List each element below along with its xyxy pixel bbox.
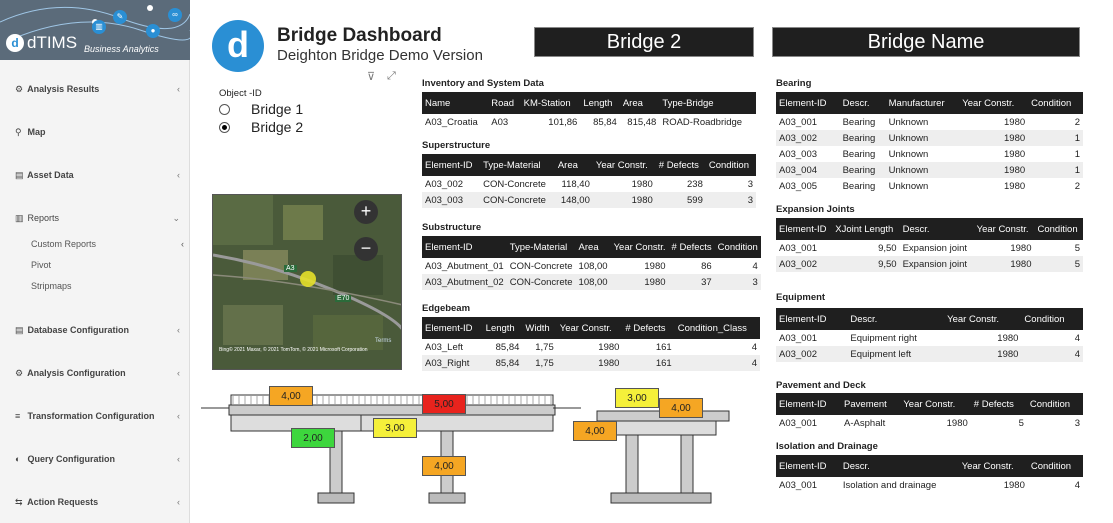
column-header[interactable]: Area [576,236,611,258]
table-row[interactable] [776,146,1083,162]
condition-label: 4,00 [573,421,617,441]
condition-label: 4,00 [422,456,466,476]
table-cell: 4 [752,260,758,272]
table-cell: 1,75 [535,341,554,353]
query-icon: ◐ [15,454,21,464]
table-cell: 599 [656,192,706,208]
column-header[interactable]: Element-ID [422,154,480,176]
table-cell: A03_002 [776,130,840,146]
table-cell: CON-Concrete [507,274,576,290]
column-header[interactable]: Road [488,92,520,114]
isolation-title: Isolation and Drainage [776,441,878,452]
table-cell: 5 [1018,417,1024,429]
chevron-left-icon: ‹ [181,239,184,249]
nav-analysis-results[interactable] [15,84,180,95]
table-cell: Equipment right [850,332,917,344]
nav-query-configuration[interactable] [15,454,180,464]
table-cell: 148,00 [555,192,593,208]
page-title: Bridge Dashboard [277,25,442,46]
column-header[interactable]: Year Constr. [611,236,669,258]
substructure-table [422,236,761,290]
table-row[interactable] [776,130,1083,146]
nav-label: Query Configuration [27,454,116,464]
object-id-label: Object -ID [219,88,262,99]
sidebar [0,0,190,523]
nav-action-requests[interactable] [15,497,180,508]
logo-subtitle: Business Analytics [84,44,159,54]
isolation-table [776,455,1083,493]
table-cell: 1980 [959,162,1028,178]
condition-label: 5,00 [422,394,466,414]
table-cell: 1980 [1004,116,1026,128]
column-header[interactable]: Condition [706,154,756,176]
condition-label: 4,00 [659,398,703,418]
table-cell: 1980 [997,332,1019,344]
condition-label: 3,00 [373,418,417,438]
chevron-left-icon: ‹ [177,368,180,378]
nav-label: Custom Reports [31,239,97,249]
column-header[interactable]: Condition [1021,308,1083,330]
column-header[interactable]: Manufacturer [886,92,960,114]
chevron-left-icon: ‹ [177,325,180,335]
table-row[interactable] [776,346,1083,362]
table-cell: 4 [1074,479,1080,491]
table-cell: Bearing [842,180,876,192]
column-header[interactable]: Year Constr. [959,92,1028,114]
condition-label: 2,00 [291,428,335,448]
table-cell: 37 [669,274,715,290]
superstructure-table [422,154,756,208]
column-header[interactable]: Year Constr. [959,455,1028,477]
table-cell: Bearing [842,148,876,160]
column-header[interactable]: Element-ID [422,317,483,339]
table-cell: 1980 [598,341,620,353]
table-cell: A03 [491,116,509,128]
table-cell: A03_002 [776,256,832,272]
radio-label-bridge-1: Bridge 1 [251,101,304,117]
radio-bridge-1[interactable] [219,104,230,115]
table-cell: 1980 [631,178,653,190]
nav-pivot[interactable]: Pivot [31,260,52,270]
column-header[interactable]: Length [483,317,523,339]
column-header[interactable]: Area [620,92,660,114]
table-cell: 85,84 [593,116,617,128]
column-header[interactable]: Year Constr. [900,393,970,415]
table-cell: 2 [1074,180,1080,192]
nav-transformation-configuration[interactable] [15,411,180,421]
table-cell: 9,50 [878,242,897,254]
column-header[interactable]: Year Constr. [557,317,623,339]
superstructure-title: Superstructure [422,140,491,151]
table-cell: 85,84 [483,355,523,371]
bridge-banner: Bridge 2 [534,27,754,57]
table-cell: CON-Concrete [509,260,573,272]
table-cell: 2 [1074,116,1080,128]
table-cell: 161 [622,355,674,371]
table-cell: Unknown [888,180,929,192]
column-header[interactable]: Name [422,92,488,114]
table-cell: 1980 [1003,479,1025,491]
table-cell: A03_001 [779,417,818,429]
marker-icon: ● [146,24,160,38]
table-row[interactable] [776,330,1083,346]
table-row[interactable] [776,162,1083,178]
column-header[interactable]: Element-ID [776,308,847,330]
table-cell: 5 [1074,242,1080,254]
radio-label-bridge-2: Bridge 2 [251,119,304,135]
table-cell: A03_002 [776,346,847,362]
table-row[interactable] [422,355,760,371]
radio-bridge-2[interactable] [219,122,230,133]
chart-icon: ▥ [92,20,106,34]
table-cell: 3 [715,274,761,290]
table-cell: 86 [701,260,712,272]
table-cell: Isolation and drainage [842,479,937,491]
table-row[interactable] [422,192,756,208]
column-header[interactable]: Element-ID [776,218,832,240]
tools-icon: ✎ [113,10,127,24]
nav-label: Map [27,127,46,137]
table-cell: Unknown [888,148,929,160]
table-cell: 118,40 [561,178,590,190]
logo-text: dTIMS [27,33,78,52]
table-cell: A03_001 [779,116,818,128]
table-cell: A03_Left [425,341,464,353]
chevron-left-icon: ‹ [177,170,180,180]
analysis-icon: ⚙ [15,84,24,94]
table-row[interactable] [776,240,1083,256]
table-row[interactable] [776,114,1083,130]
table-cell: Bearing [842,116,876,128]
table-cell: Unknown [888,116,929,128]
map-pin-icon: ⚲ [15,127,22,137]
column-header[interactable]: Element-ID [776,393,841,415]
table-cell: 1 [1028,130,1083,146]
table-cell: 1,75 [522,355,556,371]
column-header[interactable]: Element-ID [776,92,840,114]
table-cell: Expansion joint [902,242,968,254]
column-header[interactable]: Year Constr. [944,308,1021,330]
table-cell: A03_002 [425,178,464,190]
column-header[interactable]: Area [555,154,593,176]
table-cell: A-Asphalt [844,417,886,429]
table-row[interactable] [422,176,756,192]
table-cell: 1980 [593,192,656,208]
table-cell: 161 [655,341,672,353]
table-cell: 1980 [557,355,623,371]
expansion-table [776,218,1083,272]
map-terms-link[interactable]: Terms [375,338,392,344]
chevron-left-icon: ‹ [177,411,180,421]
table-cell: Unknown [886,130,960,146]
table-cell: CON-Concrete [480,192,555,208]
table-cell: A03_003 [779,148,818,160]
table-cell: Bearing [840,130,886,146]
column-header[interactable]: XJoint Length [832,218,899,240]
column-header[interactable]: # Defects [622,317,674,339]
table-row[interactable] [776,256,1083,272]
nav-reports[interactable] [15,213,180,224]
map-credit: Bing© 2021 Maxar, © 2021 TomTom, © 2021 Microsoft Corporation [219,347,368,353]
table-icon: ▤ [15,170,24,180]
nav-label: Reports [27,213,60,223]
bearing-title: Bearing [776,78,812,89]
table-cell: 238 [687,178,703,190]
table-cell: 1980 [1004,148,1026,160]
table-cell: A03_004 [776,162,840,178]
table-cell: 3 [1074,417,1080,429]
nav-map[interactable] [15,127,180,138]
table-cell: Unknown [886,162,960,178]
nav-stripmaps[interactable]: Stripmaps [31,281,72,291]
table-cell: A03_Right [422,355,483,371]
column-header[interactable]: Element-ID [776,455,840,477]
table-cell: A03_001 [779,479,818,491]
gears-icon: ⚙ [15,368,24,378]
column-header[interactable]: Pavement [841,393,900,415]
column-header[interactable]: Type-Material [507,236,576,258]
nav-analysis-configuration[interactable] [15,368,180,379]
road-label-a3: A3 [286,265,295,272]
table-cell: 1980 [611,274,669,290]
chevron-down-icon: ⌄ [172,213,180,223]
table-cell: 1980 [959,130,1028,146]
nav-database-configuration[interactable] [15,325,180,336]
logo-mark-icon: d [6,34,24,52]
nav-label: Action Requests [27,497,99,507]
table-cell: A03_003 [422,192,480,208]
bar-chart-icon: ▥ [15,213,24,223]
column-header[interactable]: Condition [1028,92,1083,114]
zoom-in-button[interactable]: + [354,200,378,224]
dashboard [191,8,1113,523]
table-cell: 4 [751,341,757,353]
condition-label: 3,00 [615,388,659,408]
map-view[interactable] [212,194,402,370]
table-cell: A03_005 [779,180,818,192]
page-subtitle: Deighton Bridge Demo Version [277,47,483,64]
column-header[interactable]: Width [522,317,556,339]
expansion-title: Expansion Joints [776,204,855,215]
nav-custom-reports[interactable] [31,239,184,249]
chevron-left-icon: ‹ [177,84,180,94]
edgebeam-table [422,317,760,371]
pavement-title: Pavement and Deck [776,380,866,391]
column-header[interactable]: Type-Bridge [659,92,756,114]
equipment-title: Equipment [776,292,826,303]
column-header[interactable]: Type-Material [480,154,555,176]
bearing-table [776,92,1083,194]
substructure-title: Substructure [422,222,482,233]
table-cell: 1980 [1004,180,1026,192]
database-icon: ▤ [15,325,24,335]
table-row[interactable] [422,258,761,274]
table-row[interactable] [422,114,756,130]
column-header[interactable]: Condition [1027,393,1083,415]
table-cell: Expansion joint [900,256,974,272]
condition-label: 4,00 [269,386,313,406]
column-header[interactable]: Condition [1034,218,1083,240]
link-icon: ∞ [168,8,182,22]
table-cell: ROAD-Roadbridge [662,116,743,128]
table-cell: 85,84 [495,341,520,353]
table-cell: CON-Concrete [483,178,546,190]
column-header[interactable]: Condition [1028,455,1083,477]
column-header[interactable]: Year Constr. [593,154,656,176]
table-cell: A03_001 [779,242,818,254]
table-cell: Equipment left [847,346,944,362]
table-cell: A03_Abutment_01 [425,260,504,272]
table-cell: 4 [1021,346,1083,362]
column-header[interactable]: Year Constr. [974,218,1035,240]
chevron-left-icon: ‹ [177,497,180,507]
table-cell: A03_001 [779,332,818,344]
filter-icon[interactable]: ⊽ [367,71,376,83]
column-header[interactable]: KM-Station [521,92,581,114]
chevron-left-icon: ‹ [177,454,180,464]
arrows-icon: ⇆ [15,497,23,507]
table-cell: 9,50 [832,256,899,272]
column-header[interactable]: # Defects [656,154,706,176]
column-header[interactable]: Descr. [847,308,944,330]
table-cell: Bearing [840,162,886,178]
table-cell: 815,48 [627,116,657,128]
inventory-title: Inventory and System Data [422,78,544,89]
nav-label: Analysis Configuration [27,368,126,378]
table-cell: 1980 [946,417,968,429]
list-icon: ≡ [15,411,21,421]
zoom-out-button[interactable]: − [354,237,378,261]
table-cell: A03_Abutment_02 [422,274,507,290]
table-cell: 4 [1074,332,1080,344]
column-header[interactable]: Descr. [840,455,959,477]
table-cell: 1980 [644,260,666,272]
table-row[interactable] [776,178,1083,194]
edgebeam-title: Edgebeam [422,303,471,314]
bridge-name-banner: Bridge Name [772,27,1080,57]
table-cell: 3 [706,192,756,208]
table-cell: 5 [1034,256,1083,272]
table-cell: 1980 [1010,242,1032,254]
column-header[interactable]: Descr. [900,218,974,240]
column-header[interactable]: Condition_Class [675,317,760,339]
nav-label: Analysis Results [27,84,100,94]
table-cell: 1980 [974,256,1035,272]
table-cell: 1 [1028,162,1083,178]
table-row[interactable] [422,274,761,290]
column-header[interactable]: # Defects [669,236,715,258]
dashboard-logo-icon: d [212,20,264,72]
column-header[interactable]: # Defects [971,393,1027,415]
nav-asset-data[interactable] [15,170,180,181]
column-header[interactable]: Length [580,92,620,114]
nav-label: Transformation Configuration [27,411,155,421]
table-cell: 1 [1074,148,1080,160]
pavement-table [776,393,1083,431]
expand-icon[interactable]: ⤢ [387,70,396,82]
table-row[interactable] [776,415,1083,431]
road-label-e70: E70 [337,295,350,302]
equipment-table [776,308,1083,362]
table-cell: 101,86 [548,116,578,128]
nav-label: Asset Data [27,170,74,180]
nav-label: Database Configuration [27,325,130,335]
table-row[interactable] [776,477,1083,493]
table-cell: 108,00 [578,260,608,272]
table-cell: A03_Croatia [425,116,478,128]
table-row[interactable] [422,339,760,355]
table-cell: 4 [675,355,760,371]
inventory-table [422,92,756,130]
table-cell: 108,00 [576,274,611,290]
column-header[interactable]: Condition [715,236,761,258]
table-cell: 1980 [944,346,1021,362]
column-header[interactable]: Descr. [840,92,886,114]
column-header[interactable]: Element-ID [422,236,507,258]
table-cell: 3 [747,178,753,190]
app-logo[interactable] [0,0,190,60]
